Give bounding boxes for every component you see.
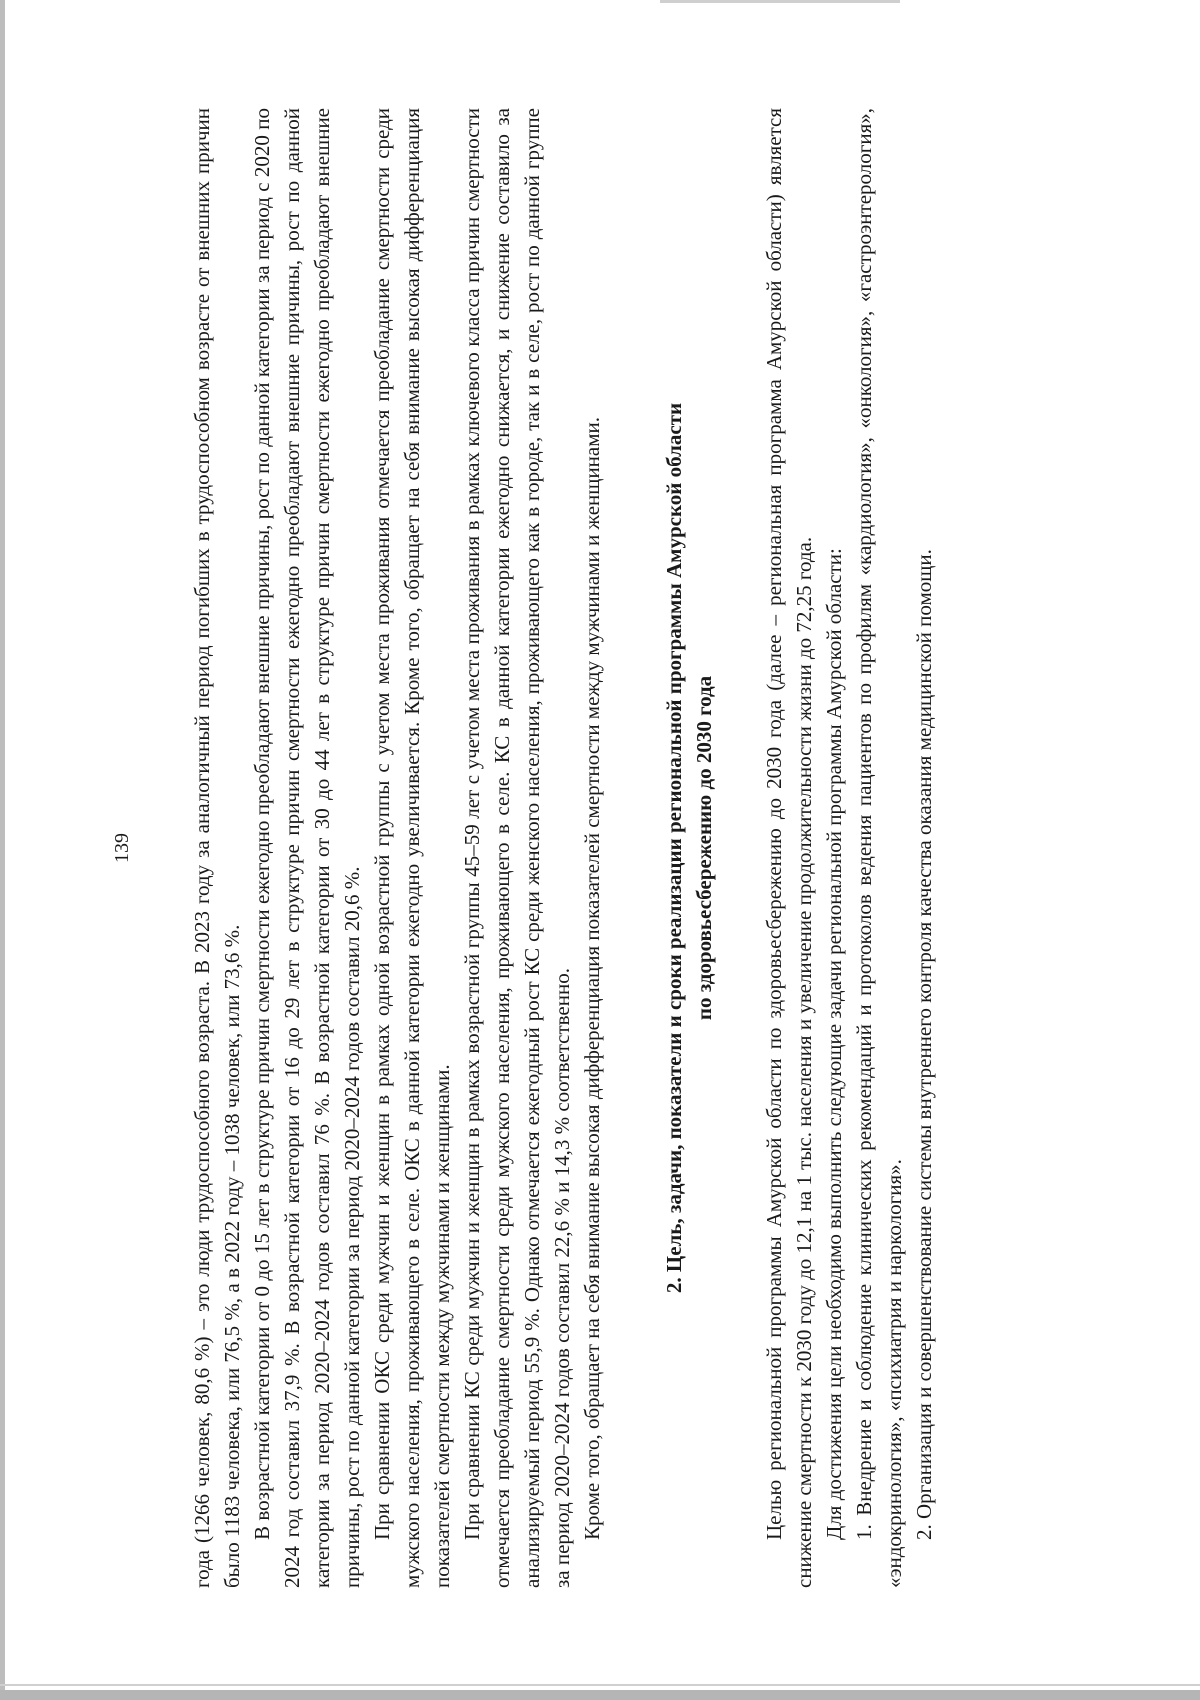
paragraph-task-1: 1. Внедрение и соблюдение клинических рекомендаций и протоколов ведения пациентов по профилям «кардиология», «онкология», «гастроэнтерология», «эндокринология», «психиатрия и наркология». xyxy=(852,108,906,1588)
paragraph-differentiation: Кроме того, обращает на себя внимание высокая дифференциация показателей смертности между мужчинами и женщинами. xyxy=(580,416,604,1540)
page-number: 139 xyxy=(111,833,133,863)
paragraph-task-2: 2. Организация и совершенствование системы внутреннего контроля качества оказания медицинской помощи. xyxy=(912,549,936,1540)
paragraph-oks-comparison: При сравнении ОКС среди мужчин и женщин в рамках одной возрастной группы с учетом места проживания отмечается преобладание смертности среди мужского населения, проживающего в селе. ОКС в данной категории ежегодно увеличивается. Кроме того, обращает на себя внимание высокая дифференциация показателей смертности между мужчинами и женщинами. xyxy=(370,108,454,1588)
scan-edge-top xyxy=(660,0,900,3)
paragraph-tasks-intro: Для достижения цели необходимо выполнить следующие задачи региональной программы Амурской области: xyxy=(822,548,846,1540)
section-heading xyxy=(659,108,719,1588)
document-page xyxy=(111,108,1087,1588)
section-heading-line-2: по здоровьесбережению до 2030 года xyxy=(692,675,716,1021)
section-heading-line-1: 2. Цель, задачи, показатели и сроки реализации региональной программы Амурской области xyxy=(662,402,686,1294)
scan-edge-left xyxy=(0,0,5,1700)
paragraph-program-goal: Целью региональной программы Амурской области по здоровьесбережению до 2030 года (далее – региональная программа Амурской области) является снижение смертности к 2030 году до 12,1 на 1 тыс. населения и увеличение продолжительности жизни до 72,25 года. xyxy=(762,108,816,1588)
scan-edge-bottom-line xyxy=(0,1684,1200,1686)
scan-edge-bottom xyxy=(0,1690,1200,1700)
paragraph-continuation: года (1266 человек, 80,6 %) – это люди трудоспособного возраста. В 2023 году за аналогичный период погибших в трудоспособном возрасте от внешних причин было 1183 человека, или 76,5 %, а в 2022 году – 1038 человек, или 73,6 %. xyxy=(190,108,244,1588)
paragraph-age-categories: В возрастной категории от 0 до 15 лет в структуре причин смертности ежегодно преобладают внешние причины, рост по данной категории за период с 2020 по 2024 год составил 37,9 %. В возрастной категории от 16 до 29 лет в структуре причин смертности ежегодно преобладают внешние причины, рост по данной категории за период 2020–2024 годов составил 76 %. В возрастной категории от 30 до 44 лет в структуре причин смертности ежегодно преобладают внешние причины, рост по данной категории за период 2020–2024 годов составил 20,6 %. xyxy=(250,108,364,1588)
paragraph-ks-comparison: При сравнении КС среди мужчин и женщин в рамках возрастной группы 45–59 лет с учетом места проживания в рамках ключевого класса причин смертности отмечается преобладание смертности среди мужского населения, проживающего в селе. КС в данной категории ежегодно снижается, и снижение составило за анализируемый период 55,9 %. Однако отмечается ежегодный рост КС среди женского населения, проживающего как в городе, так и в селе, рост по данной группе за период 2020–2024 годов составил 22,6 % и 14,3 % соответственно. xyxy=(460,108,574,1588)
